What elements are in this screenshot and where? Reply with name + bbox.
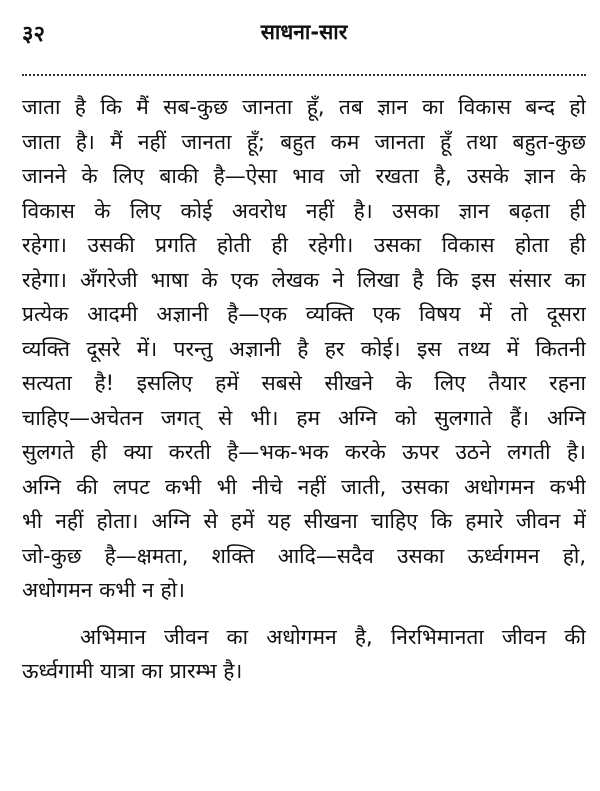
paragraph-gap bbox=[22, 608, 586, 620]
body-text bbox=[22, 90, 586, 689]
text-line: विकास के लिए कोई अवरोध नहीं है। उसका ज्ञान बढ़ता ही bbox=[22, 198, 586, 223]
text-line: सत्यता है! इसलिए हमें सबसे सीखने के लिए तैयार रहना bbox=[22, 371, 586, 395]
text-line: व्यक्ति दूसरे में। परन्तु अज्ञानी है हर कोई। इस तथ्य में कितनी bbox=[22, 336, 586, 361]
page-number: ३२ bbox=[22, 22, 45, 47]
text-line: अग्नि की लपट कभी भी नीचे नहीं जाती, उसका अधोगमन कभी bbox=[22, 474, 586, 499]
text-line: जानने के लिए बाकी है—ऐसा भाव जो रखता है, उसके ज्ञान के bbox=[22, 164, 586, 188]
text-line: जाता है कि मैं सब-कुछ जानता हूँ, तब ज्ञान का विकास बन्द हो bbox=[22, 95, 586, 119]
text-line: ऊर्ध्वगामी यात्रा का प्रारम्भ है। bbox=[22, 659, 243, 683]
text-line: प्रत्येक आदमी अज्ञानी है—एक व्यक्ति एक विषय में तो दूसरा bbox=[22, 302, 586, 326]
paragraph-2 bbox=[22, 620, 586, 689]
text-line: सुलगते ही क्या करती है—भक-भक करके ऊपर उठने लगती है। bbox=[22, 440, 586, 464]
text-line: भी नहीं होता। अग्नि से हमें यह सीखना चाहिए कि हमारे जीवन में bbox=[22, 509, 586, 533]
text-line: रहेगा। उसकी प्रगति होती ही रहेगी। उसका विकास होता ही bbox=[22, 233, 586, 257]
header-divider bbox=[22, 74, 586, 76]
text-line: चाहिए—अचेतन जगत् से भी। हम अग्नि को सुलगाते हैं। अग्नि bbox=[22, 405, 586, 430]
text-line: रहेगा। अँगरेजी भाषा के एक लेखक ने लिखा है कि इस संसार का bbox=[22, 267, 586, 292]
text-line: जो-कुछ है—क्षमता, शक्ति आदि—सदैव उसका ऊर्ध्वगमन हो, bbox=[22, 543, 586, 568]
paragraph-1 bbox=[22, 90, 586, 608]
text-line: अभिमान जीवन का अधोगमन है, निरभिमानता जीवन की bbox=[80, 624, 586, 649]
running-title: साधना-सार bbox=[260, 20, 348, 44]
page-header bbox=[22, 18, 586, 54]
text-line: जाता है। मैं नहीं जानता हूँ; बहुत कम जानता हूँ तथा बहुत-कुछ bbox=[22, 129, 586, 154]
text-line: अधोगमन कभी न हो। bbox=[22, 578, 185, 602]
